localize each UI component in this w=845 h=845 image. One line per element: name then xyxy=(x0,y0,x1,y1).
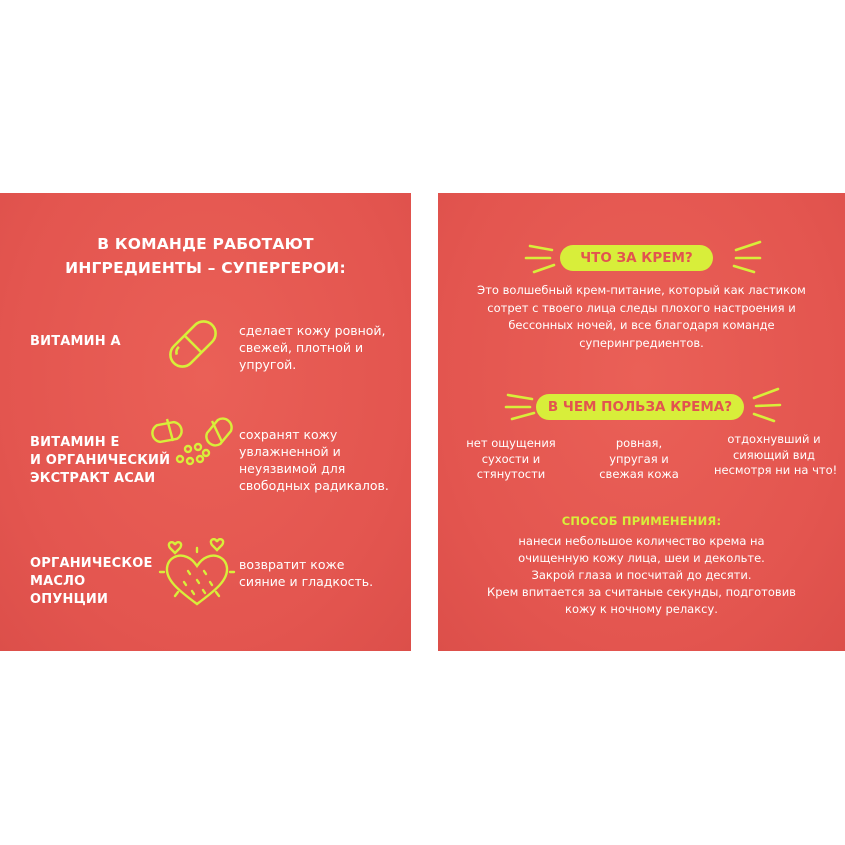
cream-description: Это волшебный крем-питание, который как ластиком сотрет с твоего лица следы плохого настроения и бессонных ночей, и все благодаря команде суперингредиентов. xyxy=(477,283,806,350)
description-panel xyxy=(438,193,845,651)
ingredient-description: возвратит коже сияние и гладкость. xyxy=(239,557,374,589)
ingredient-name-opuntia-oil: ОРГАНИЧЕСКОЕ МАСЛО ОПУНЦИИ xyxy=(30,556,153,607)
ingredients-title xyxy=(0,232,411,280)
open-capsule-icon xyxy=(150,415,236,477)
title-line: ИНГРЕДИЕНТЫ – СУПЕРГЕРОИ: xyxy=(65,259,346,277)
usage-instructions: нанеси небольшое количество крема на очищенную кожу лица, шеи и декольте. Закрой глаза и посчитай до десяти. Крем впитается за считаные секунды, подготовив кожу к ночному релаксу. xyxy=(487,534,796,616)
ingredient-description: сохранят кожу увлажненной и неуязвимой для свободных радикалов. xyxy=(239,427,389,493)
benefit-item: отдохнувший и сияющий вид несмотря ни на что! xyxy=(714,432,838,477)
ingredient-description: сделает кожу ровной, свежей, плотной и упругой. xyxy=(239,323,386,372)
cactus-heart-icon xyxy=(158,538,236,610)
ingredient-name-vitamin-a: ВИТАМИН А xyxy=(30,334,121,349)
benefit-item: нет ощущения сухости и стянутости xyxy=(466,436,556,481)
cream-benefits-heading: В ЧЕМ ПОЛЬЗА КРЕМА? xyxy=(536,394,744,420)
ingredients-panel xyxy=(0,193,411,651)
what-is-cream-heading: ЧТО ЗА КРЕМ? xyxy=(560,245,713,271)
ingredient-name-vitamin-e: ВИТАМИН Е И ОРГАНИЧЕСКИЙ ЭКСТРАКТ АСАИ xyxy=(30,435,171,486)
benefit-item: ровная, упругая и свежая кожа xyxy=(599,436,679,481)
capsule-icon xyxy=(160,311,226,377)
usage-heading: СПОСОБ ПРИМЕНЕНИЯ: xyxy=(561,514,722,528)
title-line: В КОМАНДЕ РАБОТАЮТ xyxy=(97,235,314,253)
